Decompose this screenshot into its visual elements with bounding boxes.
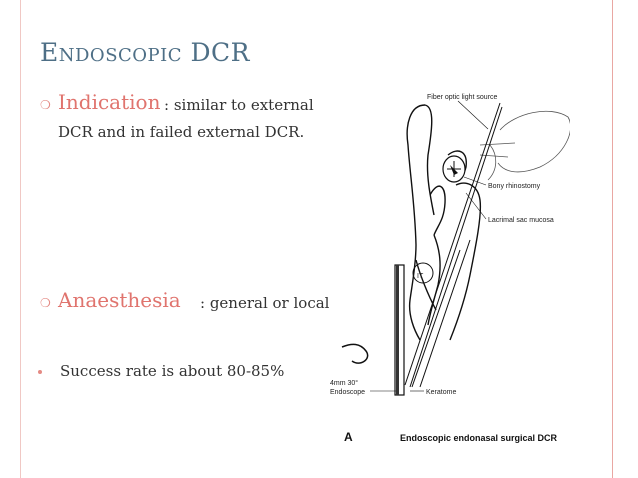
bullet-text: Success rate is about 80-85% (60, 362, 285, 380)
label-it: IT (417, 273, 424, 280)
label-fiber-optic: Fiber optic light source (427, 94, 498, 101)
endoscope-shaft (395, 265, 404, 395)
dcr-diagram (330, 85, 570, 450)
right-rule (612, 0, 613, 478)
sac-icon (443, 156, 465, 182)
bullet-head: Anaesthesia (58, 288, 181, 312)
curve-icon (342, 344, 368, 363)
bullet-circle-icon: ❍ (40, 296, 51, 310)
slide-title: Endoscopic DCR (40, 38, 250, 67)
bullet-dot-icon (38, 370, 42, 374)
left-rule (20, 0, 21, 478)
nasal-outline (407, 105, 480, 340)
panel-letter: A (344, 430, 353, 444)
label-lacrimal-sac: Lacrimal sac mucosa (488, 217, 554, 224)
label-keratome: Keratome (426, 389, 457, 396)
bullet-head: Indication (58, 90, 161, 114)
label-bony-rhinostomy: Bony rhinostomy (488, 183, 541, 190)
label-endoscope: Endoscope (330, 389, 366, 396)
bullet-text: : general or local (200, 294, 330, 312)
instrument-lines (405, 103, 502, 387)
figure-caption: Endoscopic endonasal surgical DCR (400, 433, 558, 443)
bullet-text-continued: DCR and in failed external DCR. (58, 123, 305, 141)
bullet-text: : similar to external (164, 96, 314, 114)
bullet-circle-icon: ❍ (40, 98, 51, 112)
label-endoscope-angle: 4mm 30° (330, 380, 359, 387)
